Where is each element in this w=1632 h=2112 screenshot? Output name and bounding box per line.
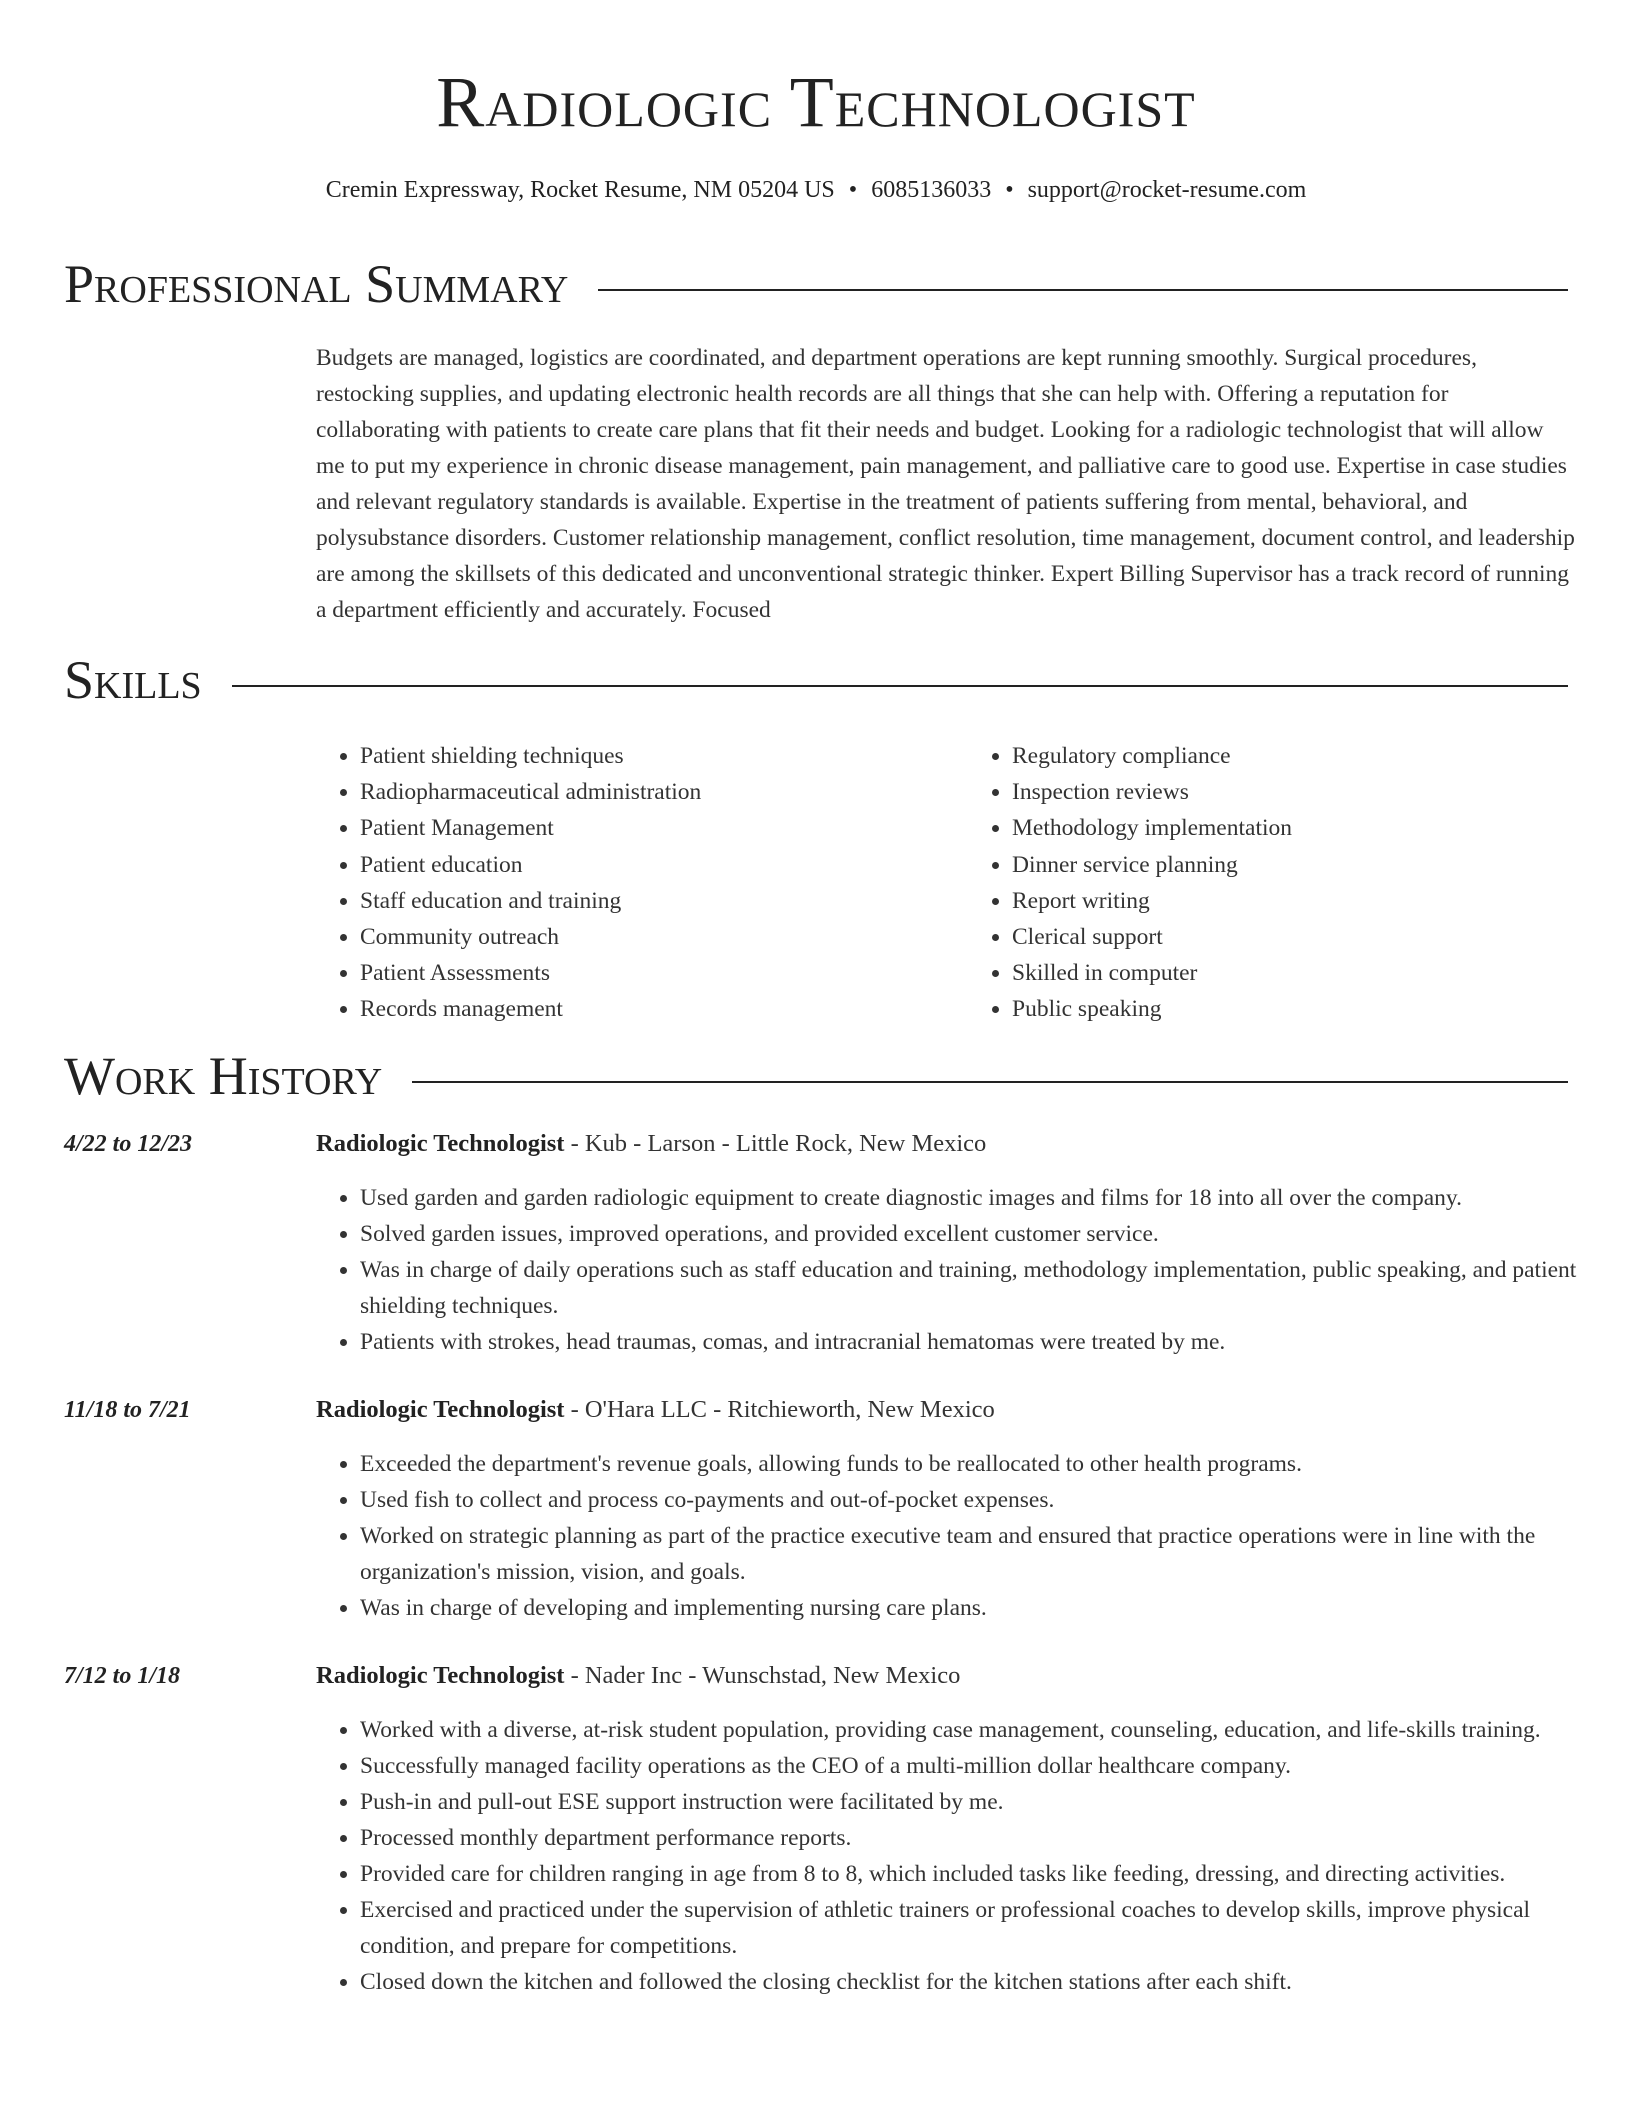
contact-line — [0, 172, 1632, 208]
skill-item: • Patient shielding techniques — [360, 738, 924, 774]
job-bullets — [316, 1446, 1630, 1626]
skill-item: • Records management — [360, 991, 924, 1027]
contact-address: Cremin Expressway, Rocket Resume, NM 05204 US — [325, 177, 835, 203]
job-bullet: • Used garden and garden radiologic equipment to create diagnostic images and films for 18 into all over the company. — [360, 1180, 1630, 1216]
job-bullet: • Successfully managed facility operations as the CEO of a multi-million dollar healthcare company. — [360, 1748, 1630, 1784]
job-title: Radiologic Technologist — [316, 1396, 565, 1423]
job-bullet: • Worked on strategic planning as part of the practice executive team and ensured that practice operations were in line with the organization's mission, vision, and goals. — [360, 1518, 1630, 1590]
skills-section-header — [64, 644, 1568, 716]
section-divider — [598, 289, 1568, 291]
job-bullets — [316, 1180, 1630, 1360]
job-bullet: • Worked with a diverse, at-risk student population, providing case management, counseling, education, and life-skills training. — [360, 1712, 1630, 1748]
work-section-header — [64, 1040, 1568, 1112]
skill-item: • Community outreach — [360, 919, 924, 955]
job-dates: 7/12 to 1/18 — [64, 1663, 181, 1689]
contact-phone: 6085136033 — [871, 177, 992, 203]
job-employer: - O'Hara LLC - Ritchieworth, New Mexico — [564, 1396, 995, 1423]
skill-item: • Report writing — [1012, 883, 1576, 919]
skills-list — [316, 738, 1576, 1028]
skill-item: • Methodology implementation — [1012, 810, 1576, 846]
skill-item: • Regulatory compliance — [1012, 738, 1576, 774]
skill-item: • Staff education and training — [360, 883, 924, 919]
job-heading — [316, 1392, 995, 1428]
job-bullet: • Exceeded the department's revenue goals, allowing funds to be reallocated to other health programs. — [360, 1446, 1630, 1482]
job-bullet: • Push-in and pull-out ESE support instruction were facilitated by me. — [360, 1784, 1630, 1820]
skill-item: • Public speaking — [1012, 991, 1576, 1027]
summary-paragraph: Budgets are managed, logistics are coordinated, and department operations are kept running smoothly. Surgical procedures, restocking supplies, and updating electronic health records are all things that she can help with. Offering a reputation for collaborating with patients to create care plans that fit their needs and budget. Looking for a radiologic technologist that will allow me to put my experience in chronic disease management, pain management, and palliative care to good use. Expertise in case studies and relevant regulatory standards is available. Expertise in the treatment of patients suffering from mental, behavioral, and polysubstance disorders. Customer relationship management, conflict resolution, time management, document control, and leadership are among the skillsets of this dedicated and unconventional strategic thinker. Expert Billing Supervisor has a track record of running a department efficiently and accurately. Focused — [316, 345, 1575, 623]
job-employer: - Kub - Larson - Little Rock, New Mexico — [564, 1130, 987, 1157]
contact-separator: • — [1005, 177, 1014, 203]
skill-item: • Radiopharmaceutical administration — [360, 774, 924, 810]
job-bullet: • Was in charge of daily operations such as staff education and training, methodology implementation, public speaking, and patient shielding techniques. — [360, 1252, 1630, 1324]
job-bullets — [316, 1712, 1630, 2000]
skill-item: • Inspection reviews — [1012, 774, 1576, 810]
section-divider — [232, 685, 1568, 687]
contact-separator: • — [848, 177, 858, 203]
summary-section-header — [64, 248, 1568, 320]
skill-item: • Dinner service planning — [1012, 847, 1576, 883]
resume-title: Radiologic Technologist — [436, 62, 1196, 142]
job-bullet: • Was in charge of developing and implementing nursing care plans. — [360, 1590, 1630, 1626]
job-bullet: • Patients with strokes, head traumas, comas, and intracranial hematomas were treated by me. — [360, 1324, 1630, 1360]
job-bullet: • Processed monthly department performance reports. — [360, 1820, 1630, 1856]
job-heading — [316, 1658, 960, 1694]
skills-section-title: Skills — [64, 650, 202, 710]
job-bullet: • Provided care for children ranging in age from 8 to 8, which included tasks like feeding, dressing, and directing activities. — [360, 1856, 1630, 1892]
skill-item: • Patient Management — [360, 810, 924, 846]
job-dates: 4/22 to 12/23 — [64, 1131, 193, 1157]
skill-item: • Skilled in computer — [1012, 955, 1576, 991]
job-bullet: • Exercised and practiced under the supervision of athletic trainers or professional coaches to develop skills, improve physical condition, and prepare for competitions. — [360, 1892, 1630, 1964]
skill-item: • Patient education — [360, 847, 924, 883]
job-bullet: • Solved garden issues, improved operations, and provided excellent customer service. — [360, 1216, 1630, 1252]
work-section-title: Work History — [64, 1046, 383, 1106]
skills-column-left — [316, 738, 924, 1028]
contact-email: support@rocket-resume.com — [1027, 177, 1307, 203]
summary-section-title: Professional Summary — [64, 254, 569, 314]
skill-item: • Patient Assessments — [360, 955, 924, 991]
job-heading — [316, 1126, 986, 1162]
job-employer: - Nader Inc - Wunschstad, New Mexico — [564, 1662, 961, 1689]
skills-column-right — [968, 738, 1576, 1028]
skill-item: • Clerical support — [1012, 919, 1576, 955]
job-title: Radiologic Technologist — [316, 1662, 565, 1689]
job-dates: 11/18 to 7/21 — [64, 1397, 191, 1423]
job-bullet: • Used fish to collect and process co-payments and out-of-pocket expenses. — [360, 1482, 1630, 1518]
job-bullet: • Closed down the kitchen and followed the closing checklist for the kitchen stations after each shift. — [360, 1964, 1630, 2000]
job-title: Radiologic Technologist — [316, 1130, 565, 1157]
section-divider — [412, 1081, 1568, 1083]
